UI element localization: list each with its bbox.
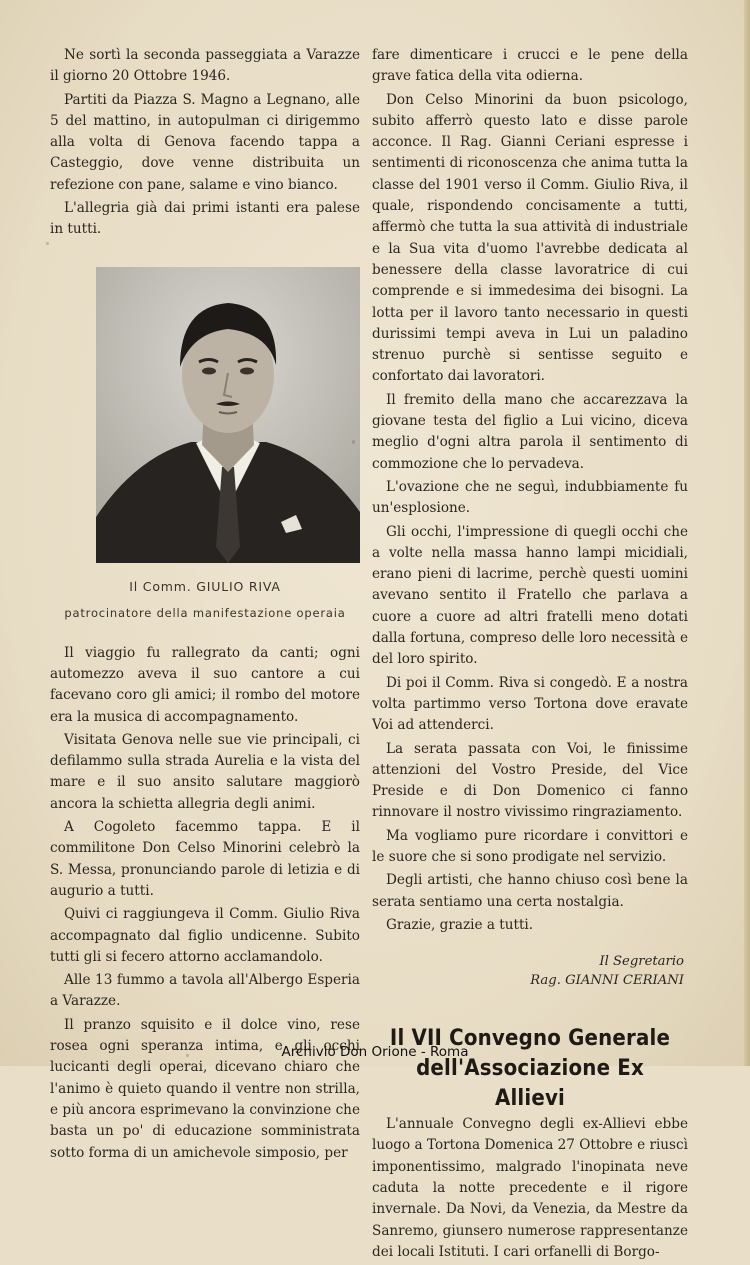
signature-name: Rag. GIANNI CERIANI [530, 973, 684, 989]
archive-footer: Archivio Don Orione - Roma [281, 1044, 469, 1060]
paragraph: Quivi ci raggiungeva il Comm. Giulio Riva accompagnato dal figlio undicenne. Subito tutti gli si fecero attorno acclamandolo. [50, 906, 360, 965]
paragraph: Grazie, grazie a tutti. [386, 916, 534, 933]
signature-role: Il Segretario [599, 954, 684, 970]
paragraph: fare dimenticare i crucci e le pene della grave fatica della vita odierna. [372, 47, 688, 85]
paragraph: La serata passata con Voi, le finissime attenzioni del Vostro Preside, del Vice Preside e di Don Domenico ci fanno rinnovare il nostro vivissimo ringraziamento. [372, 740, 688, 821]
paragraph: Alle 13 fummo a tavola all'Albergo Esperia a Varazze. [50, 972, 360, 1010]
headline-line-2: dell'Associazione Ex Allievi [416, 1056, 644, 1112]
paragraph: Don Celso Minorini da buon psicologo, subito afferrò questo lato e disse parole acconce. Il Rag. Gianni Ceriani espresse i sentimenti di riconoscenza che anima tutta la classe del 1901 verso il Comm. Giulio Riva, il quale, rispondendo concisamente a tutti, affermò che tutta la sua attività di industriale e la Sua vita d'uomo l'avrebbe dedicata al benessere della classe lavoratrice di cui comprende e si immedesima dei bisogni. La lotta per il lavoro tanto necessario in questi durissimi tempi aveva in Lui un paladino strenuo purchè si sentisse seguito e confortato dai lavoratori. [372, 91, 688, 385]
speck [46, 242, 49, 245]
paragraph: Il pranzo squisito e il dolce vino, rese rosea ogni speranza intima, e gli occhi lucicanti degli operai, dicevano chiaro che l'animo è quieto quando il ventre non strilla, e più ancora esprimevano la convinzione che basta un po' di educazione somministrata sotto forma di un amichevole simposio, per [50, 1016, 360, 1161]
speck [352, 440, 355, 444]
caption-name: Il Comm. GIULIO RIVA [129, 578, 281, 594]
paragraph: Degli artisti, che hanno chiuso così bene la serata sentiamo una certa nostalgia. [372, 872, 688, 910]
right-column [372, 45, 688, 1265]
caption-role: patrocinatore della manifestazione operaia [64, 605, 346, 620]
signature-block [372, 952, 688, 990]
article-paragraph: L'annuale Convegno degli ex-Allievi ebbe luogo a Tortona Domenica 27 Ottobre e riuscì imponentissimo, malgrado l'inopinata neve caduta la notte precedente e il rigore invernale. Da Novi, da Venezia, da Mestre da Sanremo, giunsero numerose rappresentanze dei locali Istituti. I cari orfanelli di Borgo- [372, 1116, 688, 1260]
paragraph: Di poi il Comm. Riva si congedò. E a nostra volta partimmo verso Tortona dove eravate Voi ad attenderci. [372, 674, 688, 734]
paragraph: Visitata Genova nelle sue vie principali, ci defilammo sulla strada Aurelia e la vista del mare e il suo ansito salutare maggiorò ancora la schietta allegria degli animi. [50, 731, 360, 812]
paragraph: Gli occhi, l'impressione di quegli occhi che a volte nella massa hanno lampi micidiali, erano pieni di lacrime, perchè questi uomini avevano sentito il Fratello che parlava a cuore a cuore ad altri fratelli meno dotati dalla fortuna, compreso delle loro necessità e del loro spirito. [372, 523, 688, 668]
paragraph: L'ovazione che ne seguì, indubbiamente fu un'esplosione. [372, 478, 688, 517]
paragraph: A Cogoleto facemmo tappa. E il commilitone Don Celso Minorini celebrò la S. Messa, pronunciando parole di letizia e di augurio a tutti. [50, 819, 360, 899]
page-edge [744, 0, 750, 1066]
paragraph: Ma vogliamo pure ricordare i convittori e le suore che si sono prodigate nel servizio. [372, 827, 688, 865]
paragraph: Il viaggio fu rallegrato da canti; ogni automezzo aveva il suo cantore a cui facevano coro gli amici; il rombo del motore era la musica di accompagnamento. [50, 644, 360, 725]
paragraph: Ne sortì la seconda passeggiata a Varazze il giorno 20 Ottobre 1946. [50, 47, 360, 85]
paragraph: Il fremito della mano che accarezzava la giovane testa del figlio a Lui vicino, diceva meglio d'ogni altra parola il sentimento di commozione che lo pervadeva. [372, 391, 688, 472]
left-column [50, 45, 360, 1166]
paragraph: L'allegria già dai primi istanti era palese in tutti. [50, 200, 360, 238]
paragraph: Partiti da Piazza S. Magno a Legnano, alle 5 del mattino, in autopulman ci dirigemmo alla volta di Genova facendo tappa a Casteggio, dove venne distribuita un refezione con pane, salame e vino bianco. [50, 91, 360, 193]
portrait-photo [96, 267, 360, 563]
photo-caption [50, 577, 360, 623]
headline-line-1: Il VII Convegno Generale [389, 1026, 671, 1052]
